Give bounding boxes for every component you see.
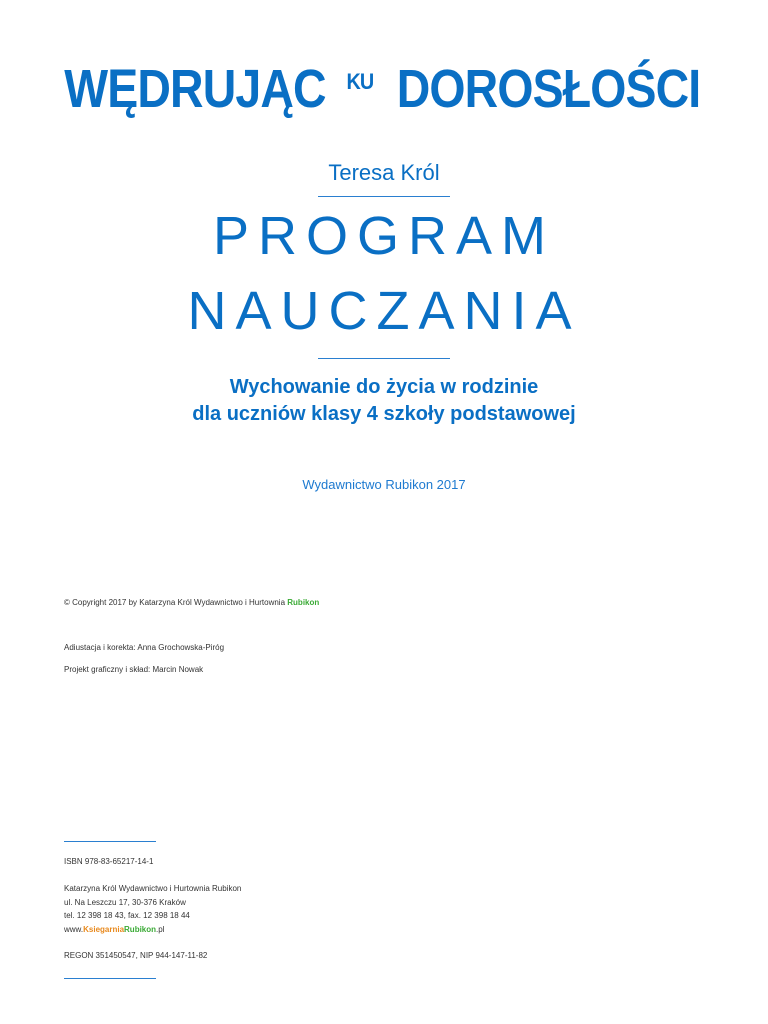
design-credit: Projekt graficzny i skład: Marcin Nowak <box>64 665 204 674</box>
series-title <box>0 58 768 128</box>
company-phone: tel. 12 398 18 43, fax. 12 398 18 44 <box>64 911 190 920</box>
divider-middle <box>318 358 450 359</box>
subtitle <box>0 374 768 428</box>
isbn: ISBN 978-83-65217-14-1 <box>64 857 154 866</box>
series-title-word2: KU <box>346 69 373 94</box>
publisher-line: Wydawnictwo Rubikon 2017 <box>302 477 466 492</box>
website-suffix: .pl <box>156 925 165 934</box>
author-name: Teresa Król <box>328 160 440 185</box>
website-part-1: Ksiegarnia <box>83 925 125 934</box>
website-part-2: Rubikon <box>124 925 157 934</box>
series-title-word3: DOROSŁOŚCI <box>396 59 701 119</box>
copyright-brand: Rubikon <box>287 598 320 607</box>
website-prefix: www. <box>64 925 84 934</box>
company-name: Katarzyna Król Wydawnictwo i Hurtownia Rubikon <box>64 884 242 893</box>
subtitle-line-1: Wychowanie do życia w rodzinie <box>229 376 539 398</box>
series-title-word1: WĘDRUJĄC <box>64 59 326 119</box>
subtitle-line-2: dla uczniów klasy 4 szkoły podstawowej <box>192 403 576 425</box>
regon-nip: REGON 351450547, NIP 944-147-11-82 <box>64 951 208 960</box>
title-line-2: NAUCZANIA <box>187 281 581 341</box>
copyright-line <box>64 598 319 607</box>
company-address: ul. Na Leszczu 17, 30-376 Kraków <box>64 898 186 907</box>
editing-credit: Adiustacja i korekta: Anna Grochowska-Piróg <box>64 643 225 652</box>
title-line-1: PROGRAM <box>212 206 556 266</box>
divider-top <box>318 196 450 197</box>
divider-imprint-top <box>64 841 156 842</box>
divider-imprint-bottom <box>64 978 156 979</box>
website-link[interactable] <box>64 925 164 934</box>
copyright-text: © Copyright 2017 by Katarzyna Król Wydawnictwo i Hurtownia <box>64 598 286 607</box>
